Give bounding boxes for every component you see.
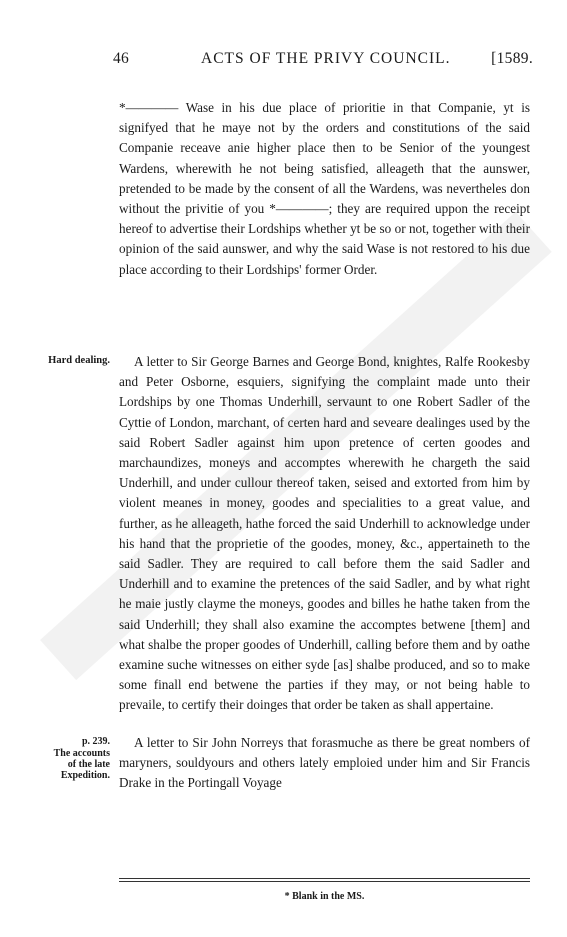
side-note-page-ref: p. 239. [81, 736, 110, 747]
footnote: * Blank in the MS. [284, 891, 365, 902]
footnote-rule [119, 881, 530, 882]
running-title: ACTS OF THE PRIVY COUNCIL. [201, 50, 451, 67]
side-note-line: Expedition. [60, 770, 110, 781]
header-year: [1589. [491, 50, 533, 67]
paragraph-wase: *———— Wase in his due place of prioritie in that Companie, yt is signifyed that he maye not by the orders and constitutions of the said Companie receave anie higher place then to be Senior of the youngest Wardens, wherewith he not being satisfied, alleageth that the aunswer, pretended to be made by the consent of all the Wardens, was nevertheles don without the privitie of you *————; they are required uppon the receipt hereof to advertise their Lordships whether yt be so or not, together with their opinion of the said aunswer, and why the said Wase is not restored to his due place according to their Lordships' former Order. [119, 100, 530, 277]
side-note-expedition [38, 748, 110, 781]
running-header [113, 50, 533, 70]
side-note-line: of the late [67, 759, 110, 770]
paragraph-norreys: A letter to Sir John Norreys that forasmuche as there be great nombers of maryners, souldyours and others lately emploied under him and Sir Francis Drake in the Portingall Voyage [119, 735, 530, 791]
side-note-hard-dealing: Hard dealing. [48, 355, 110, 366]
footnote-rule [119, 878, 530, 879]
page-number: 46 [113, 50, 130, 67]
side-note-line: The accounts [53, 748, 110, 759]
paragraph-underhill: A letter to Sir George Barnes and George Bond, knightes, Ralfe Rookesby and Peter Osborne, esquiers, signifying the complaint made unto their Lordships by one Thomas Underhill, servaunt to one Robert Sadler of the Cyttie of London, marchant, of certen hard and seveare dealinges used by the said Robert Sadler against him upon pretence of certen goodes and marchaundizes, moneys and accomptes wherewith he chargeth the said Underhill, and under cullour thereof taken, seised and extorted from him by violent meanes in money, goodes and specialities to a great value, and further, as he alleageth, hathe forced the said Underhill to acknowledge under his hand that the proprietie of the goodes, money, &c., appertaineth to the said Sadler. They are required to call before them the said Sadler and Underhill and to examine the pretences of the said Sadler, and by what right he maie justly clayme the moneys, goodes and billes he hathe taken from the said Underhill; they shall also examine the accomptes betwene [them] and what shalbe the proper goodes of Underhill, calling before them and by oathe examine suche witnesses on either syde [as] shalbe produced, and so to make some finall end betwene the parties if they may, or not being hable to prevaile, to certify their doinges that order be taken as shall appertaine. [119, 354, 530, 713]
